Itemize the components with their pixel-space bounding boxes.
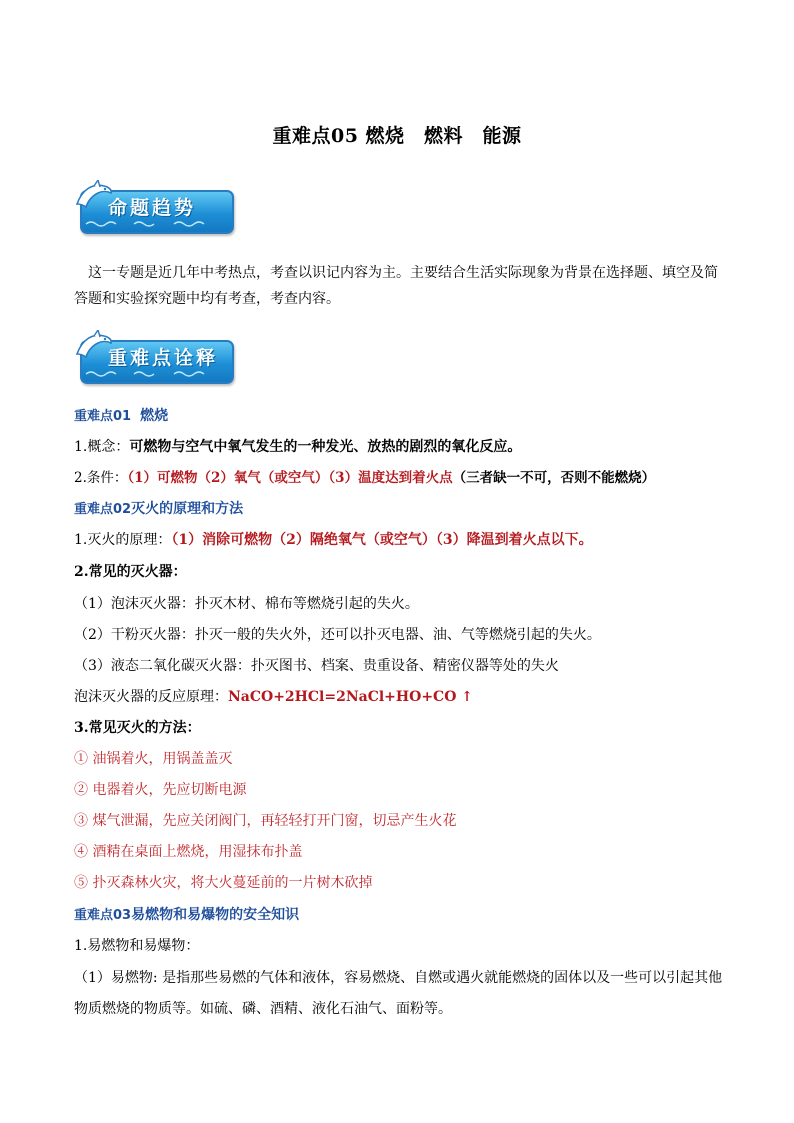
concept-line [74,437,734,457]
section-heading-01 [74,406,734,427]
extinguisher-item-3: （3）液态二氧化碳灭火器：扑灭图书、档案、贵重设备、精密仪器等处的失火 [74,658,559,674]
reaction-equation: NaCO+2HCl=2NaCl+HO+CO ↑ [228,689,473,705]
intro-paragraph: 这一专题是近几年中考热点，考查以识记内容为主。主要结合生活实际现象为背景在选择题、填空及简答题和实验探究题中均有考查，考查内容。 [74,265,718,307]
extinguisher-item-2: （2）干粉灭火器：扑灭一般的失火外，还可以扑灭电器、油、气等燃烧引起的失火。 [74,627,601,643]
section-title: 灭火的原理和方法 [131,501,244,517]
principle-text: （1）消除可燃物（2）隔绝氧气（或空气）（3）降温到着火点以下。 [171,532,593,548]
section-number: 重难点03 [74,908,132,923]
badge-explain [74,330,238,386]
reaction-line [74,687,734,707]
extinguisher-title: 2.常见的灭火器： [74,564,187,580]
waves-icon [84,369,224,379]
section-heading-02 [74,499,734,520]
method-item: ⑤ 扑灭森林火灾，将大火蔓延前的一片树木砍掉 [74,875,373,891]
page-title: 重难点05 燃烧 燃料 能源 [272,125,522,147]
method-item: ④ 酒精在桌面上燃烧，用湿抹布扑盖 [74,844,303,860]
condition-text: （1）可燃物（2）氧气（或空气）（3）温度达到着火点 [127,470,453,486]
methods-title: 3.常见灭火的方法： [74,720,201,736]
section-heading-03 [74,905,734,926]
flammable-item-1: （1）易燃物: 是指那些易燃的气体和液体，容易燃烧、自燃或遇火就能燃烧的固体以及一些可以引起其他物质燃烧的物质等。如硫、磷、酒精、液化石油气、面粉等。 [74,970,723,1017]
condition-note: （三者缺一不可，否则不能燃烧） [452,470,656,486]
section-number: 重难点02 [74,502,132,517]
badge-trend-label: 命题趋势 [108,197,197,219]
condition-line [74,468,734,488]
section-number: 重难点01 [74,409,132,424]
badge-explain-label: 重难点诠释 [108,347,219,369]
section-title: 燃烧 [140,408,169,424]
condition-label: 2.条件： [74,470,128,486]
reaction-label: 泡沫灭火器的反应原理： [74,689,228,705]
waves-icon [84,219,224,229]
concept-text: 可燃物与空气中氧气发生的一种发光、放热的剧烈的氧化反应。 [129,439,522,455]
section-title: 易燃物和易爆物的安全知识 [131,907,300,923]
flammable-subtitle: 1.易燃物和易爆物： [74,938,200,954]
principle-line [74,530,734,550]
principle-label: 1.灭火的原理： [74,532,172,548]
method-item: ② 电器着火，先应切断电源 [74,782,247,798]
extinguisher-item-1: （1）泡沫灭火器：扑灭木材、棉布等燃烧引起的失火。 [74,596,419,612]
method-item: ③ 煤气泄漏，先应关闭阀门，再轻轻打开门窗，切忌产生火花 [74,813,457,829]
concept-label: 1.概念： [74,439,130,455]
badge-trend [74,180,238,236]
method-item: ① 油锅着火，用锅盖盖灭 [74,751,233,767]
